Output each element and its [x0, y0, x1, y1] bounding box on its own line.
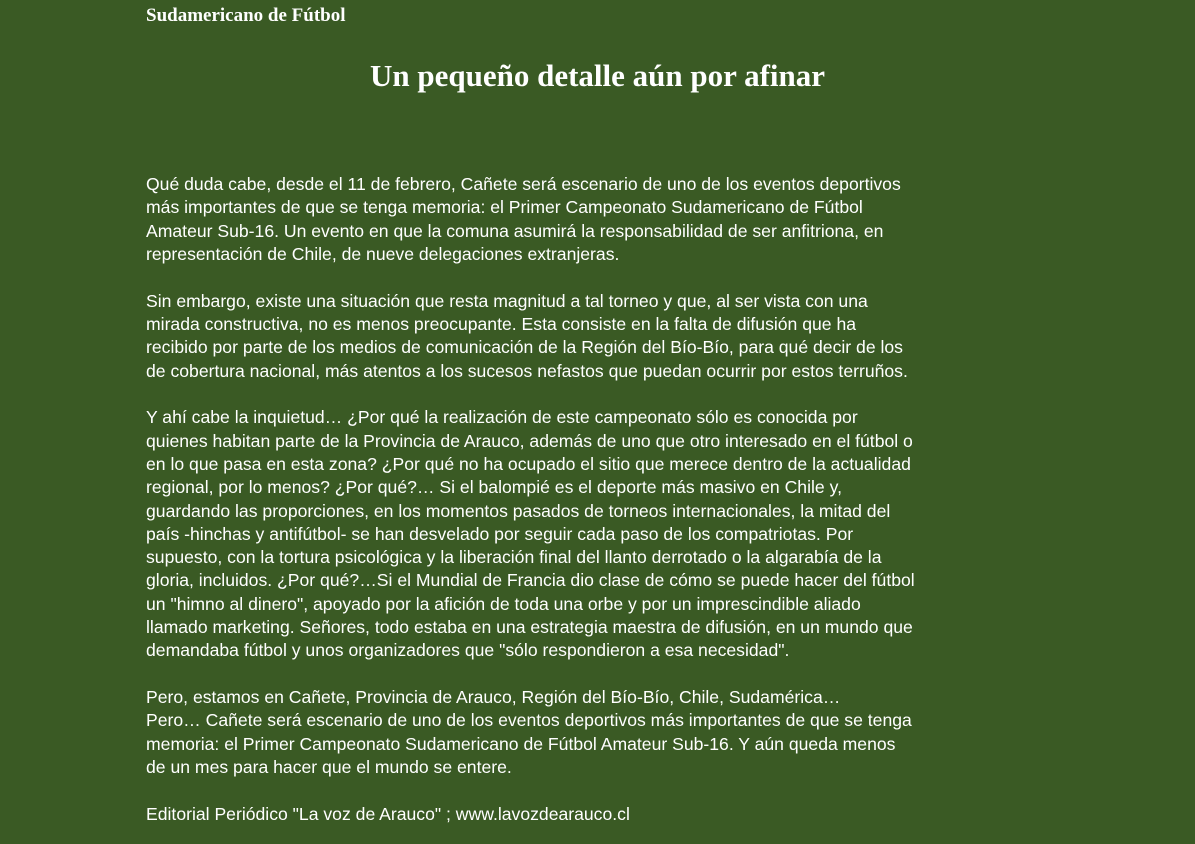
editorial-signature: Editorial Periódico "La voz de Arauco" ; www.lavozdearauco.cl [146, 803, 630, 824]
article-paragraph-1: Qué duda cabe, desde el 11 de febrero, Cañete será escenario de uno de los eventos deportivos más importantes de que se tenga memoria: el Primer Campeonato Sudamericano de Fútbol Amateur Sub-16. Un evento en que la comuna asumirá la responsabilidad de ser anfitriona, en representación de Chile, de nueve delegaciones extranjeras. [146, 174, 901, 264]
article-body [146, 173, 1056, 826]
article-paragraph-4: Pero, estamos en Cañete, Provincia de Arauco, Región del Bío-Bío, Chile, Sudamérica… Pero… Cañete será escenario de uno de los eventos deportivos más importantes de que se tenga memoria: el Primer Campeonato Sudamericano de Fútbol Amateur Sub-16. Y aún queda menos de un mes para hacer que el mundo se entere. [146, 687, 912, 778]
article-paragraph-2: Sin embargo, existe una situación que resta magnitud a tal torneo y que, al ser vista con una mirada constructiva, no es menos preocupante. Esta consiste en la falta de difusión que ha recibido por parte de los medios de comunicación de la Región del Bío-Bío, para qué decir de los de cobertura nacional, más atentos a los sucesos nefastos que puedan ocurrir por estos terruños. [146, 290, 908, 381]
headline: Un pequeño detalle aún por afinar [369, 58, 826, 93]
article-paragraph-3: Y ahí cabe la inquietud… ¿Por qué la realización de este campeonato sólo es conocida por quienes habitan parte de la Provincia de Arauco, además de uno que otro interesado en el fútbol o en lo que pasa en esta zona? ¿Por qué no ha ocupado el sitio que merece dentro de la actualidad regional, por lo menos? ¿Por qué?… Si el balompié es el deporte más masivo en Chile y, guardando las proporciones, en los momentos pasados de torneos internacionales, la mitad del país -hinchas y antifútbol- se han desvelado por seguir cada paso de los compatriotas. Por supuesto, con la tortura psicológica y la liberación final del llanto derrotado o la algarabía de la gloria, incluidos. ¿Por qué?…Si el Mundial de Francia dio clase de cómo se puede hacer del fútbol un "himno al dinero", apoyado por la afición de toda una orbe y por un imprescindible aliado llamado marketing. Señores, todo estaba en una estrategia maestra de difusión, en un mundo que demandaba fútbol y unos organizadores que "sólo respondieron a esa necesidad". [146, 407, 915, 661]
section-label: Sudamericano de Fútbol [146, 5, 346, 26]
